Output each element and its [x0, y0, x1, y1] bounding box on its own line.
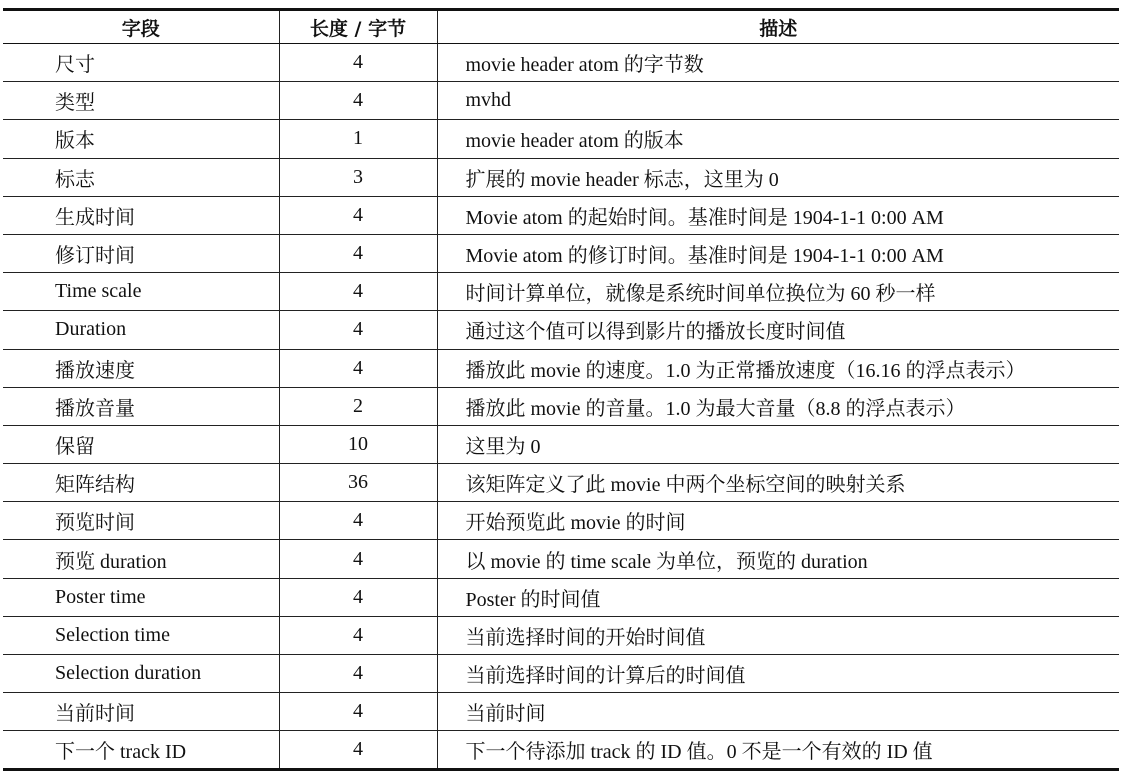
table-body: [3, 44, 1119, 770]
cell-field: 类型: [3, 82, 279, 120]
cell-field: 版本: [3, 120, 279, 158]
cell-field: 标志: [3, 158, 279, 196]
mvhd-atom-table-container: [3, 8, 1119, 771]
cell-field: Selection time: [3, 616, 279, 654]
table-row: [3, 311, 1119, 349]
cell-description: 当前选择时间的开始时间值: [437, 616, 1119, 654]
cell-description: 时间计算单位，就像是系统时间单位换位为 60 秒一样: [437, 273, 1119, 311]
cell-field: 当前时间: [3, 693, 279, 731]
cell-description: movie header atom 的字节数: [437, 44, 1119, 82]
cell-description: 下一个待添加 track 的 ID 值。0 不是一个有效的 ID 值: [437, 731, 1119, 769]
cell-field: Time scale: [3, 273, 279, 311]
cell-field: Poster time: [3, 578, 279, 616]
cell-description: mvhd: [437, 82, 1119, 120]
table-row: [3, 693, 1119, 731]
cell-length: 4: [279, 502, 437, 540]
header-length: 长度 / 字节: [279, 10, 437, 44]
cell-description: 播放此 movie 的速度。1.0 为正常播放速度（16.16 的浮点表示）: [437, 349, 1119, 387]
table-header: [3, 10, 1119, 44]
cell-field: 下一个 track ID: [3, 731, 279, 769]
cell-description: 当前时间: [437, 693, 1119, 731]
cell-description: 当前选择时间的计算后的时间值: [437, 655, 1119, 693]
cell-length: 4: [279, 196, 437, 234]
cell-description: 该矩阵定义了此 movie 中两个坐标空间的映射关系: [437, 464, 1119, 502]
cell-length: 4: [279, 44, 437, 82]
cell-length: 4: [279, 731, 437, 769]
cell-length: 4: [279, 311, 437, 349]
cell-description: Poster 的时间值: [437, 578, 1119, 616]
table-row: [3, 387, 1119, 425]
table-row: [3, 44, 1119, 82]
cell-field: 修订时间: [3, 234, 279, 272]
table-row: [3, 655, 1119, 693]
cell-length: 1: [279, 120, 437, 158]
table-row: [3, 234, 1119, 272]
cell-field: 预览时间: [3, 502, 279, 540]
table-row: [3, 158, 1119, 196]
cell-length: 2: [279, 387, 437, 425]
table-row: [3, 196, 1119, 234]
table-row: [3, 616, 1119, 654]
cell-description: 播放此 movie 的音量。1.0 为最大音量（8.8 的浮点表示）: [437, 387, 1119, 425]
header-description: 描述: [437, 10, 1119, 44]
table-row: [3, 349, 1119, 387]
cell-description: Movie atom 的修订时间。基准时间是 1904-1-1 0:00 AM: [437, 234, 1119, 272]
cell-length: 4: [279, 693, 437, 731]
cell-description: Movie atom 的起始时间。基准时间是 1904-1-1 0:00 AM: [437, 196, 1119, 234]
cell-length: 4: [279, 234, 437, 272]
cell-field: 播放速度: [3, 349, 279, 387]
cell-field: 播放音量: [3, 387, 279, 425]
cell-length: 4: [279, 578, 437, 616]
cell-field: Selection duration: [3, 655, 279, 693]
cell-length: 36: [279, 464, 437, 502]
table-row: [3, 578, 1119, 616]
table-row: [3, 731, 1119, 769]
cell-field: 尺寸: [3, 44, 279, 82]
table-row: [3, 82, 1119, 120]
table-row: [3, 502, 1119, 540]
cell-length: 4: [279, 655, 437, 693]
cell-description: movie header atom 的版本: [437, 120, 1119, 158]
cell-length: 4: [279, 349, 437, 387]
cell-description: 通过这个值可以得到影片的播放长度时间值: [437, 311, 1119, 349]
table-row: [3, 540, 1119, 578]
table-row: [3, 273, 1119, 311]
header-field: 字段: [3, 10, 279, 44]
cell-field: 矩阵结构: [3, 464, 279, 502]
table-row: [3, 464, 1119, 502]
cell-length: 4: [279, 540, 437, 578]
cell-length: 10: [279, 425, 437, 463]
mvhd-atom-table: [3, 8, 1119, 771]
cell-length: 4: [279, 273, 437, 311]
header-row: [3, 10, 1119, 44]
cell-length: 4: [279, 82, 437, 120]
cell-description: 以 movie 的 time scale 为单位，预览的 duration: [437, 540, 1119, 578]
cell-field: 生成时间: [3, 196, 279, 234]
cell-description: 这里为 0: [437, 425, 1119, 463]
table-row: [3, 425, 1119, 463]
cell-field: 保留: [3, 425, 279, 463]
table-row: [3, 120, 1119, 158]
cell-field: 预览 duration: [3, 540, 279, 578]
cell-length: 3: [279, 158, 437, 196]
cell-description: 开始预览此 movie 的时间: [437, 502, 1119, 540]
cell-description: 扩展的 movie header 标志，这里为 0: [437, 158, 1119, 196]
cell-field: Duration: [3, 311, 279, 349]
cell-length: 4: [279, 616, 437, 654]
